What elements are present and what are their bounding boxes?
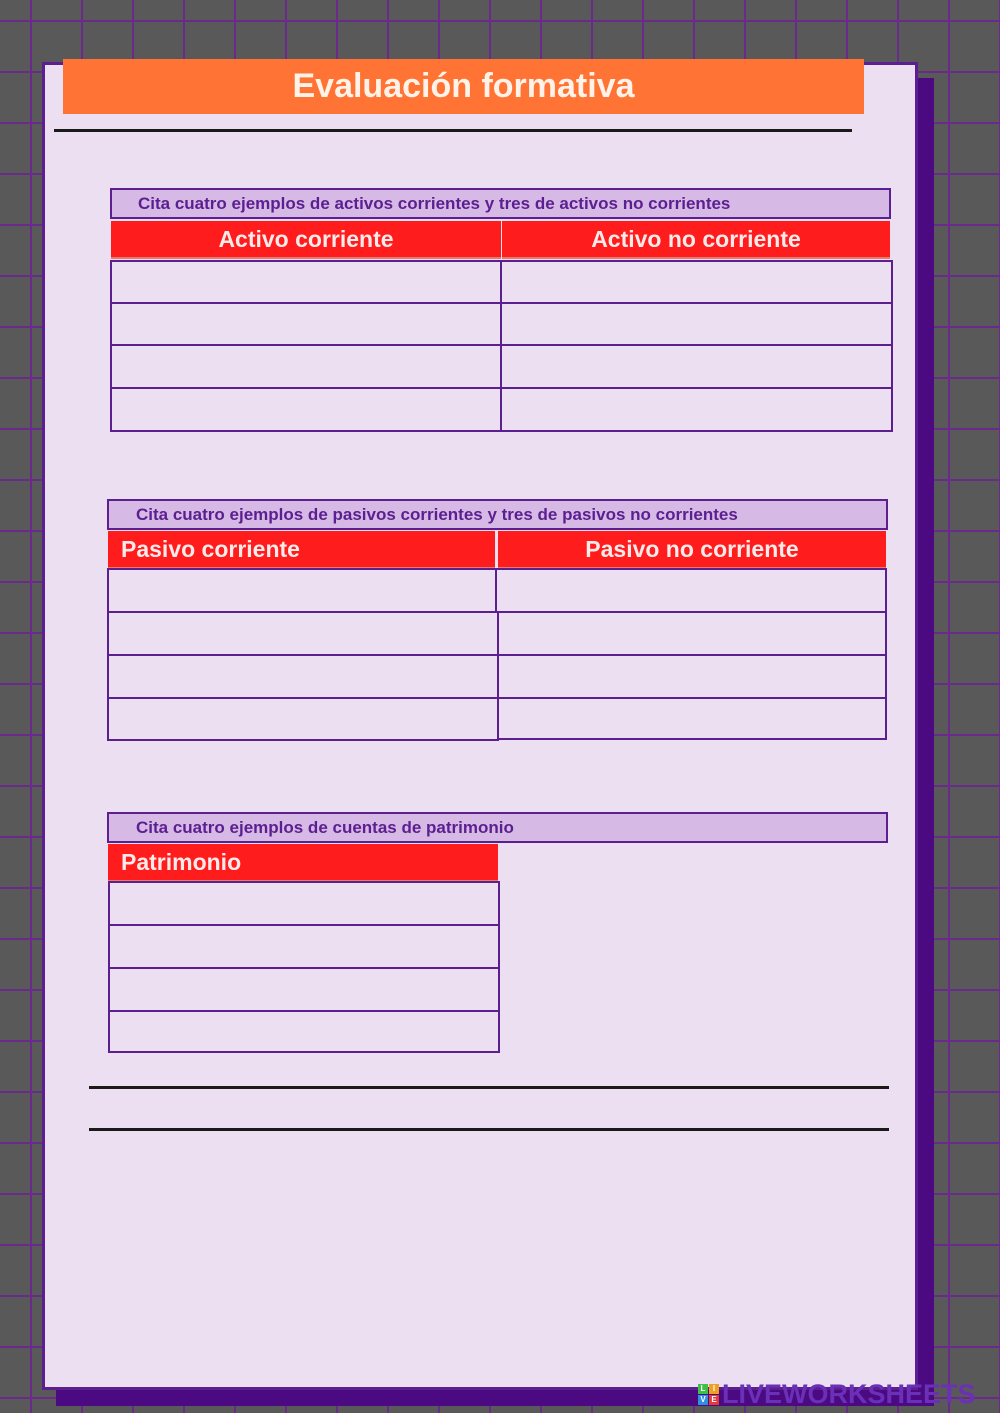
answer-pasivo-no-corriente-2[interactable] [497, 611, 887, 656]
answer-activo-no-corriente-4[interactable] [500, 387, 893, 432]
logo-letter: V [698, 1395, 708, 1405]
answer-activo-corriente-3[interactable] [110, 344, 502, 389]
instruction-patrimonio: Cita cuatro ejemplos de cuentas de patrimonio [107, 812, 888, 843]
answer-pasivo-no-corriente-3[interactable] [497, 654, 887, 699]
logo-letter: E [709, 1395, 719, 1405]
logo-letter: L [698, 1384, 708, 1394]
title-underline [54, 129, 852, 132]
header-pasivo-corriente: Pasivo corriente [108, 531, 495, 569]
logo-letter: I [709, 1384, 719, 1394]
liveworksheets-logo-icon [698, 1384, 719, 1405]
answer-pasivo-no-corriente-4[interactable] [497, 697, 887, 740]
answer-activo-corriente-1[interactable] [110, 260, 502, 304]
instruction-activos: Cita cuatro ejemplos de activos corrientes y tres de activos no corrientes [110, 188, 891, 219]
watermark-text: LIVEWORKSHEETS [722, 1379, 976, 1409]
instruction-pasivos: Cita cuatro ejemplos de pasivos corrientes y tres de pasivos no corrientes [107, 499, 888, 530]
answer-patrimonio-1[interactable] [108, 881, 500, 926]
header-pasivo-no-corriente: Pasivo no corriente [498, 531, 886, 569]
answer-pasivo-corriente-3[interactable] [107, 654, 499, 699]
answer-patrimonio-3[interactable] [108, 967, 500, 1012]
liveworksheets-watermark [698, 1379, 976, 1410]
page-title: Evaluación formativa [63, 59, 864, 114]
header-activo-corriente: Activo corriente [111, 221, 501, 259]
answer-activo-corriente-4[interactable] [110, 387, 502, 432]
answer-activo-no-corriente-1[interactable] [500, 260, 893, 304]
header-activo-no-corriente: Activo no corriente [502, 221, 890, 259]
answer-activo-no-corriente-3[interactable] [500, 344, 893, 389]
answer-pasivo-no-corriente-1[interactable] [495, 568, 887, 613]
answer-pasivo-corriente-2[interactable] [107, 611, 499, 656]
bottom-rule-2 [89, 1128, 889, 1131]
header-patrimonio: Patrimonio [108, 844, 498, 882]
answer-pasivo-corriente-1[interactable] [107, 568, 497, 613]
bottom-rule-1 [89, 1086, 889, 1089]
answer-activo-corriente-2[interactable] [110, 302, 502, 346]
answer-patrimonio-4[interactable] [108, 1010, 500, 1053]
answer-activo-no-corriente-2[interactable] [500, 302, 893, 346]
answer-patrimonio-2[interactable] [108, 924, 500, 969]
answer-pasivo-corriente-4[interactable] [107, 697, 499, 741]
